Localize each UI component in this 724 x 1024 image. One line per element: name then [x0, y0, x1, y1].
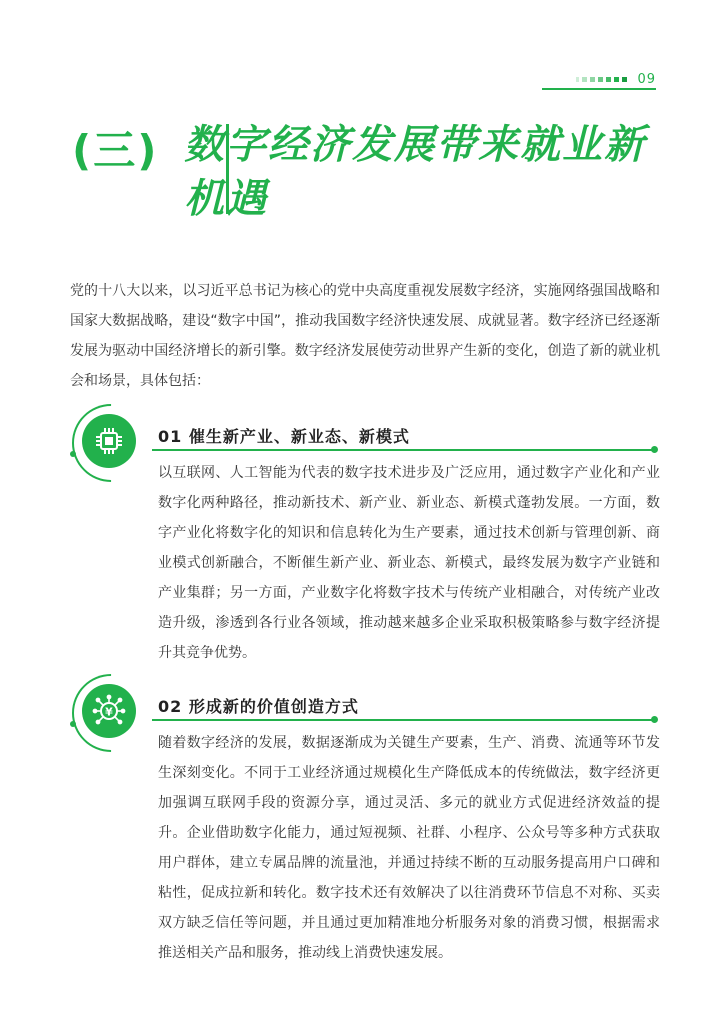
- subsection-01: [70, 410, 660, 670]
- subsection-body: 随着数字经济的发展，数据逐渐成为关键生产要素，生产、消费、流通等环节发生深刻变化。不同于工业经济通过规模化生产降低成本的传统做法，数字经济更加强调互联网手段的资源分享，通过灵活、多元的就业方式促进经济效益的提升。企业借助数字化能力，通过短视频、社群、小程序、公众号等多种方式获取用户群体，建立专属品牌的流量池，并通过持续不断的互动服务提高用户口碑和粘性，促成拉新和转化。数字技术还有效解决了以往消费环节信息不对称、买卖双方缺乏信任等问题，并且通过更加精准地分析服务对象的消费习惯，根据需求推送相关产品和服务，推动线上消费快速发展。: [158, 735, 660, 961]
- section-heading: [64, 118, 664, 222]
- rule-end-dot: [651, 716, 658, 723]
- chip-icon: [82, 414, 136, 468]
- connector-dot: [70, 721, 76, 727]
- page-title: [184, 118, 664, 226]
- subsection-title: 01 催生新产业、新业态、新模式: [158, 427, 410, 446]
- rule-end-dot: [651, 446, 658, 453]
- subsection-rule: [152, 719, 654, 721]
- page-title-text: 数字经济发展带来就业新机遇: [184, 122, 646, 222]
- svg-text:¥: ¥: [105, 705, 113, 719]
- connector-dot: [70, 451, 76, 457]
- subsection-02: [70, 680, 660, 980]
- yen-network-icon: [82, 684, 136, 738]
- page-marker: [576, 72, 656, 87]
- subsection-rule: [152, 449, 654, 451]
- intro-paragraph: 党的十八大以来，以习近平总书记为核心的党中央高度重视发展数字经济，实施网络强国战略和国家大数据战略，建设“数字中国”，推动我国数字经济快速发展、成就显著。数字经济已经逐渐发展为驱动中国经济增长的新引擎。数字经济发展使劳动世界产生新的变化，创造了新的就业机会和场景，具体包括：: [70, 283, 660, 389]
- subsection-body: 以互联网、人工智能为代表的数字技术进步及广泛应用，通过数字产业化和产业数字化两种路径，推动新技术、新产业、新业态、新模式蓬勃发展。一方面，数字产业化将数字化的知识和信息转化为生产要素，通过技术创新与管理创新、商业模式创新融合，不断催生新产业、新业态、新模式，最终发展为数字产业链和产业集群；另一方面，产业数字化将数字技术与传统产业相融合，对传统产业改造升级，渗透到各行业各领域，推动越来越多企业采取积极策略参与数字经济提升其竞争优势。: [158, 465, 660, 661]
- section-index: (三): [72, 126, 159, 175]
- progress-dots: [576, 77, 627, 82]
- page-number: 09: [637, 72, 656, 87]
- header-rule: [542, 88, 656, 90]
- subsection-title: 02 形成新的价值创造方式: [158, 697, 359, 716]
